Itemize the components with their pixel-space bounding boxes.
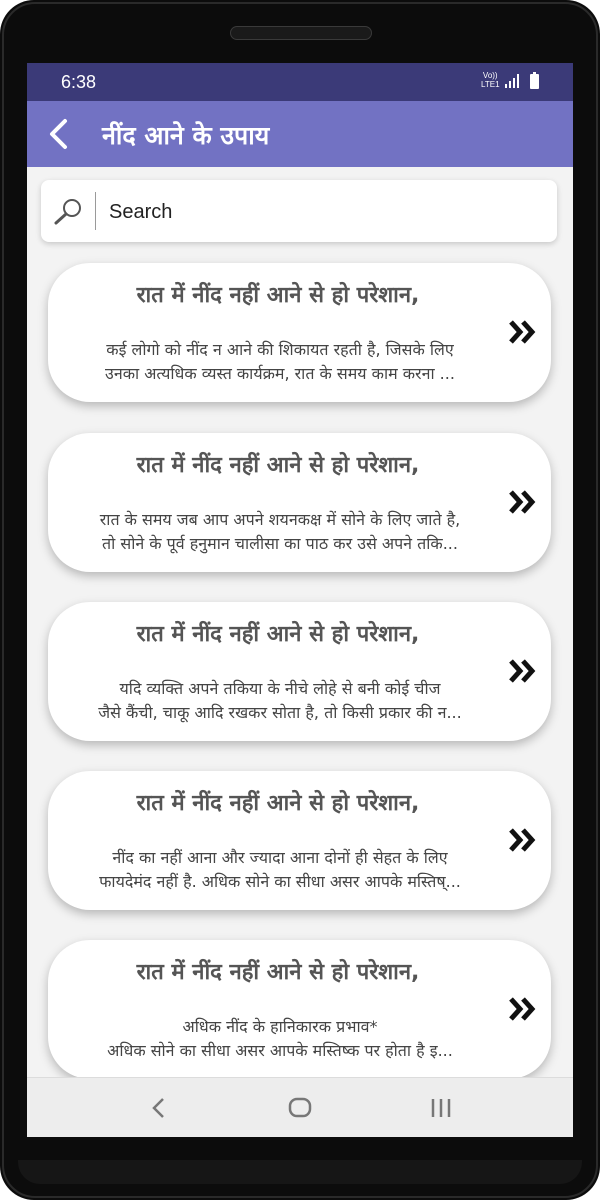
nav-back-icon[interactable] <box>141 1092 177 1124</box>
item-excerpt-line: अधिक नींद के हानिकारक प्रभाव* <box>182 1017 378 1036</box>
item-excerpt <box>62 338 498 386</box>
item-title: रात में नींद नहीं आने से हो परेशान, <box>136 453 420 478</box>
magnifier-icon <box>53 198 83 226</box>
search-input[interactable] <box>107 192 541 232</box>
item-excerpt-line: फायदेमंद नहीं है. अधिक सोने का सीधा असर आपके मस्तिष्... <box>99 872 461 891</box>
page-title: नींद आने के उपाय <box>102 121 270 150</box>
search-bar <box>41 180 557 242</box>
item-excerpt-line: रात के समय जब आप अपने शयनकक्ष में सोने के लिए जाते है, <box>99 510 461 529</box>
list-item[interactable] <box>48 263 551 402</box>
status-bar <box>27 63 573 101</box>
screen <box>27 63 573 1137</box>
double-chevron-right-icon <box>508 489 536 515</box>
item-title: रात में नींद नहीं आने से हो परेशान, <box>136 622 420 647</box>
network-indicator <box>481 71 500 89</box>
item-excerpt-line: उनका अत्यधिक व्यस्त कार्यक्रम, रात के समय काम करना ... <box>105 364 455 383</box>
item-title: रात में नींद नहीं आने से हो परेशान, <box>136 791 420 816</box>
item-title: रात में नींद नहीं आने से हो परेशान, <box>136 283 420 308</box>
app-bar <box>27 101 573 167</box>
item-excerpt-line: नींद का नहीं आना और ज्यादा आना दोनों ही सेहत के लिए <box>112 848 448 867</box>
item-excerpt <box>62 677 498 725</box>
item-excerpt-line: तो सोने के पूर्व हनुमान चालीसा का पाठ कर उसे अपने तकि... <box>102 534 458 553</box>
search-divider <box>95 192 96 230</box>
list-item[interactable] <box>48 940 551 1079</box>
double-chevron-right-icon <box>508 658 536 684</box>
item-excerpt-line: जैसे कैंची, चाकू आदि रखकर सोता है, तो किसी प्रकार की न... <box>98 703 462 722</box>
item-excerpt-line: कई लोगो को नींद न आने की शिकायत रहती है, जिसके लिए <box>106 340 454 359</box>
battery-icon <box>530 74 539 89</box>
item-excerpt <box>62 508 498 556</box>
earpiece-speaker <box>230 26 372 40</box>
double-chevron-right-icon <box>508 319 536 345</box>
item-title: रात में नींद नहीं आने से हो परेशान, <box>136 960 420 985</box>
phone-chin <box>18 1160 582 1184</box>
signal-icon <box>505 74 519 88</box>
list-item[interactable] <box>48 771 551 910</box>
system-nav-bar <box>27 1077 573 1137</box>
network-bottom-label: LTE1 <box>481 80 500 89</box>
double-chevron-right-icon <box>508 827 536 853</box>
item-excerpt-line: यदि व्यक्ति अपने तकिया के नीचे लोहे से बनी कोई चीज <box>119 679 441 698</box>
nav-home-icon[interactable] <box>282 1092 318 1124</box>
status-time: 6:38 <box>61 72 97 92</box>
nav-recents-icon[interactable] <box>423 1092 459 1124</box>
list-item[interactable] <box>48 602 551 741</box>
item-excerpt <box>62 846 498 894</box>
item-excerpt-line: अधिक सोने का सीधा असर आपके मस्तिष्क पर होता है इ... <box>107 1041 453 1060</box>
item-excerpt <box>62 1015 498 1063</box>
list-item[interactable] <box>48 433 551 572</box>
double-chevron-right-icon <box>508 996 536 1022</box>
back-arrow-icon[interactable] <box>45 118 75 150</box>
network-top-label: Vo)) <box>482 71 498 80</box>
